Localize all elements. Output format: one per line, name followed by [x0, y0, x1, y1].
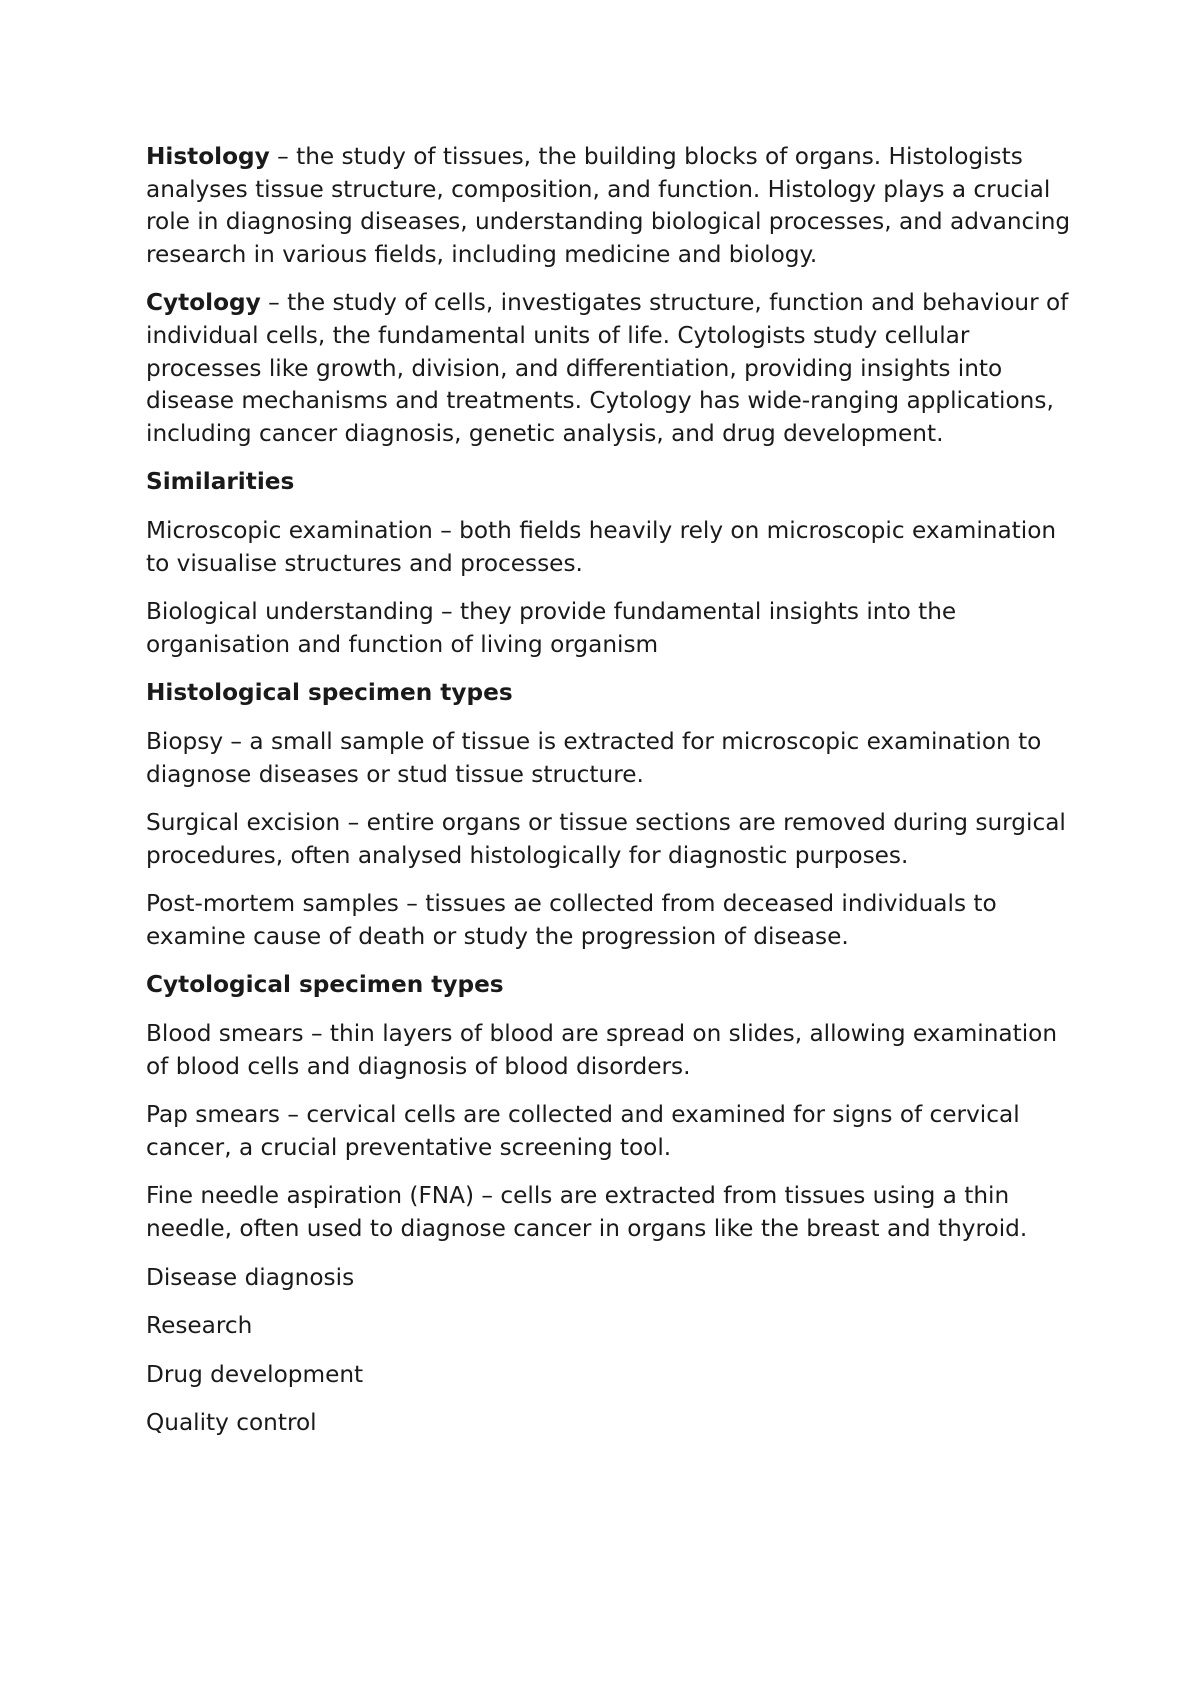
- cytological-item: Fine needle aspiration (FNA) – cells are extracted from tissues using a thin needle, often used to diagnose cancer in organs like the breast and thyroid.: [146, 1182, 1028, 1243]
- document-page: [146, 141, 1086, 1456]
- application-item: Disease diagnosis: [146, 1263, 355, 1291]
- cytology-definition: [146, 287, 1086, 450]
- histology-text: – the study of tissues, the building blocks of organs. Histologists analyses tissue structure, composition, and function. Histology plays a crucial role in diagnosing diseases, understanding biological processes, and advancing research in various fields, including medicine and biology.: [146, 143, 1071, 268]
- similarity-item: Microscopic examination – both fields heavily rely on microscopic examination to visualise structures and processes.: [146, 516, 1057, 577]
- histological-heading: Histological specimen types: [146, 679, 513, 707]
- histology-term: Histology: [146, 143, 270, 170]
- similarities-heading: Similarities: [146, 468, 295, 496]
- cytology-text: – the study of cells, investigates structure, function and behaviour of individual cells, the fundamental units of life. Cytologists study cellular processes like growth, division, and differentiation, providing insights into disease mechanisms and treatments. Cytology has wide-ranging applications, including cancer diagnosis, genetic analysis, and drug development.: [146, 289, 1069, 447]
- cytology-term: Cytology: [146, 289, 261, 317]
- application-item: Drug development: [146, 1360, 364, 1388]
- cytological-heading: Cytological specimen types: [146, 971, 504, 999]
- cytological-item: Blood smears – thin layers of blood are spread on slides, allowing examination of blood cells and diagnosis of blood disorders.: [146, 1020, 1058, 1080]
- histological-item: Biopsy – a small sample of tissue is extracted for microscopic examination to diagnose diseases or stud tissue structure.: [146, 727, 1042, 788]
- similarity-item: Biological understanding – they provide fundamental insights into the organisation and function of living organism: [146, 598, 957, 658]
- application-item: Research: [146, 1312, 253, 1340]
- histological-item: Surgical excision – entire organs or tissue sections are removed during surgical procedures, often analysed histologically for diagnostic purposes.: [146, 809, 1066, 869]
- application-item: Quality control: [146, 1409, 317, 1437]
- histology-definition: [146, 141, 1086, 271]
- histological-item: Post-mortem samples – tissues ae collected from deceased individuals to examine cause of death or study the progression of disease.: [146, 890, 997, 950]
- cytological-item: Pap smears – cervical cells are collected and examined for signs of cervical cancer, a crucial preventative screening tool.: [146, 1101, 1020, 1161]
